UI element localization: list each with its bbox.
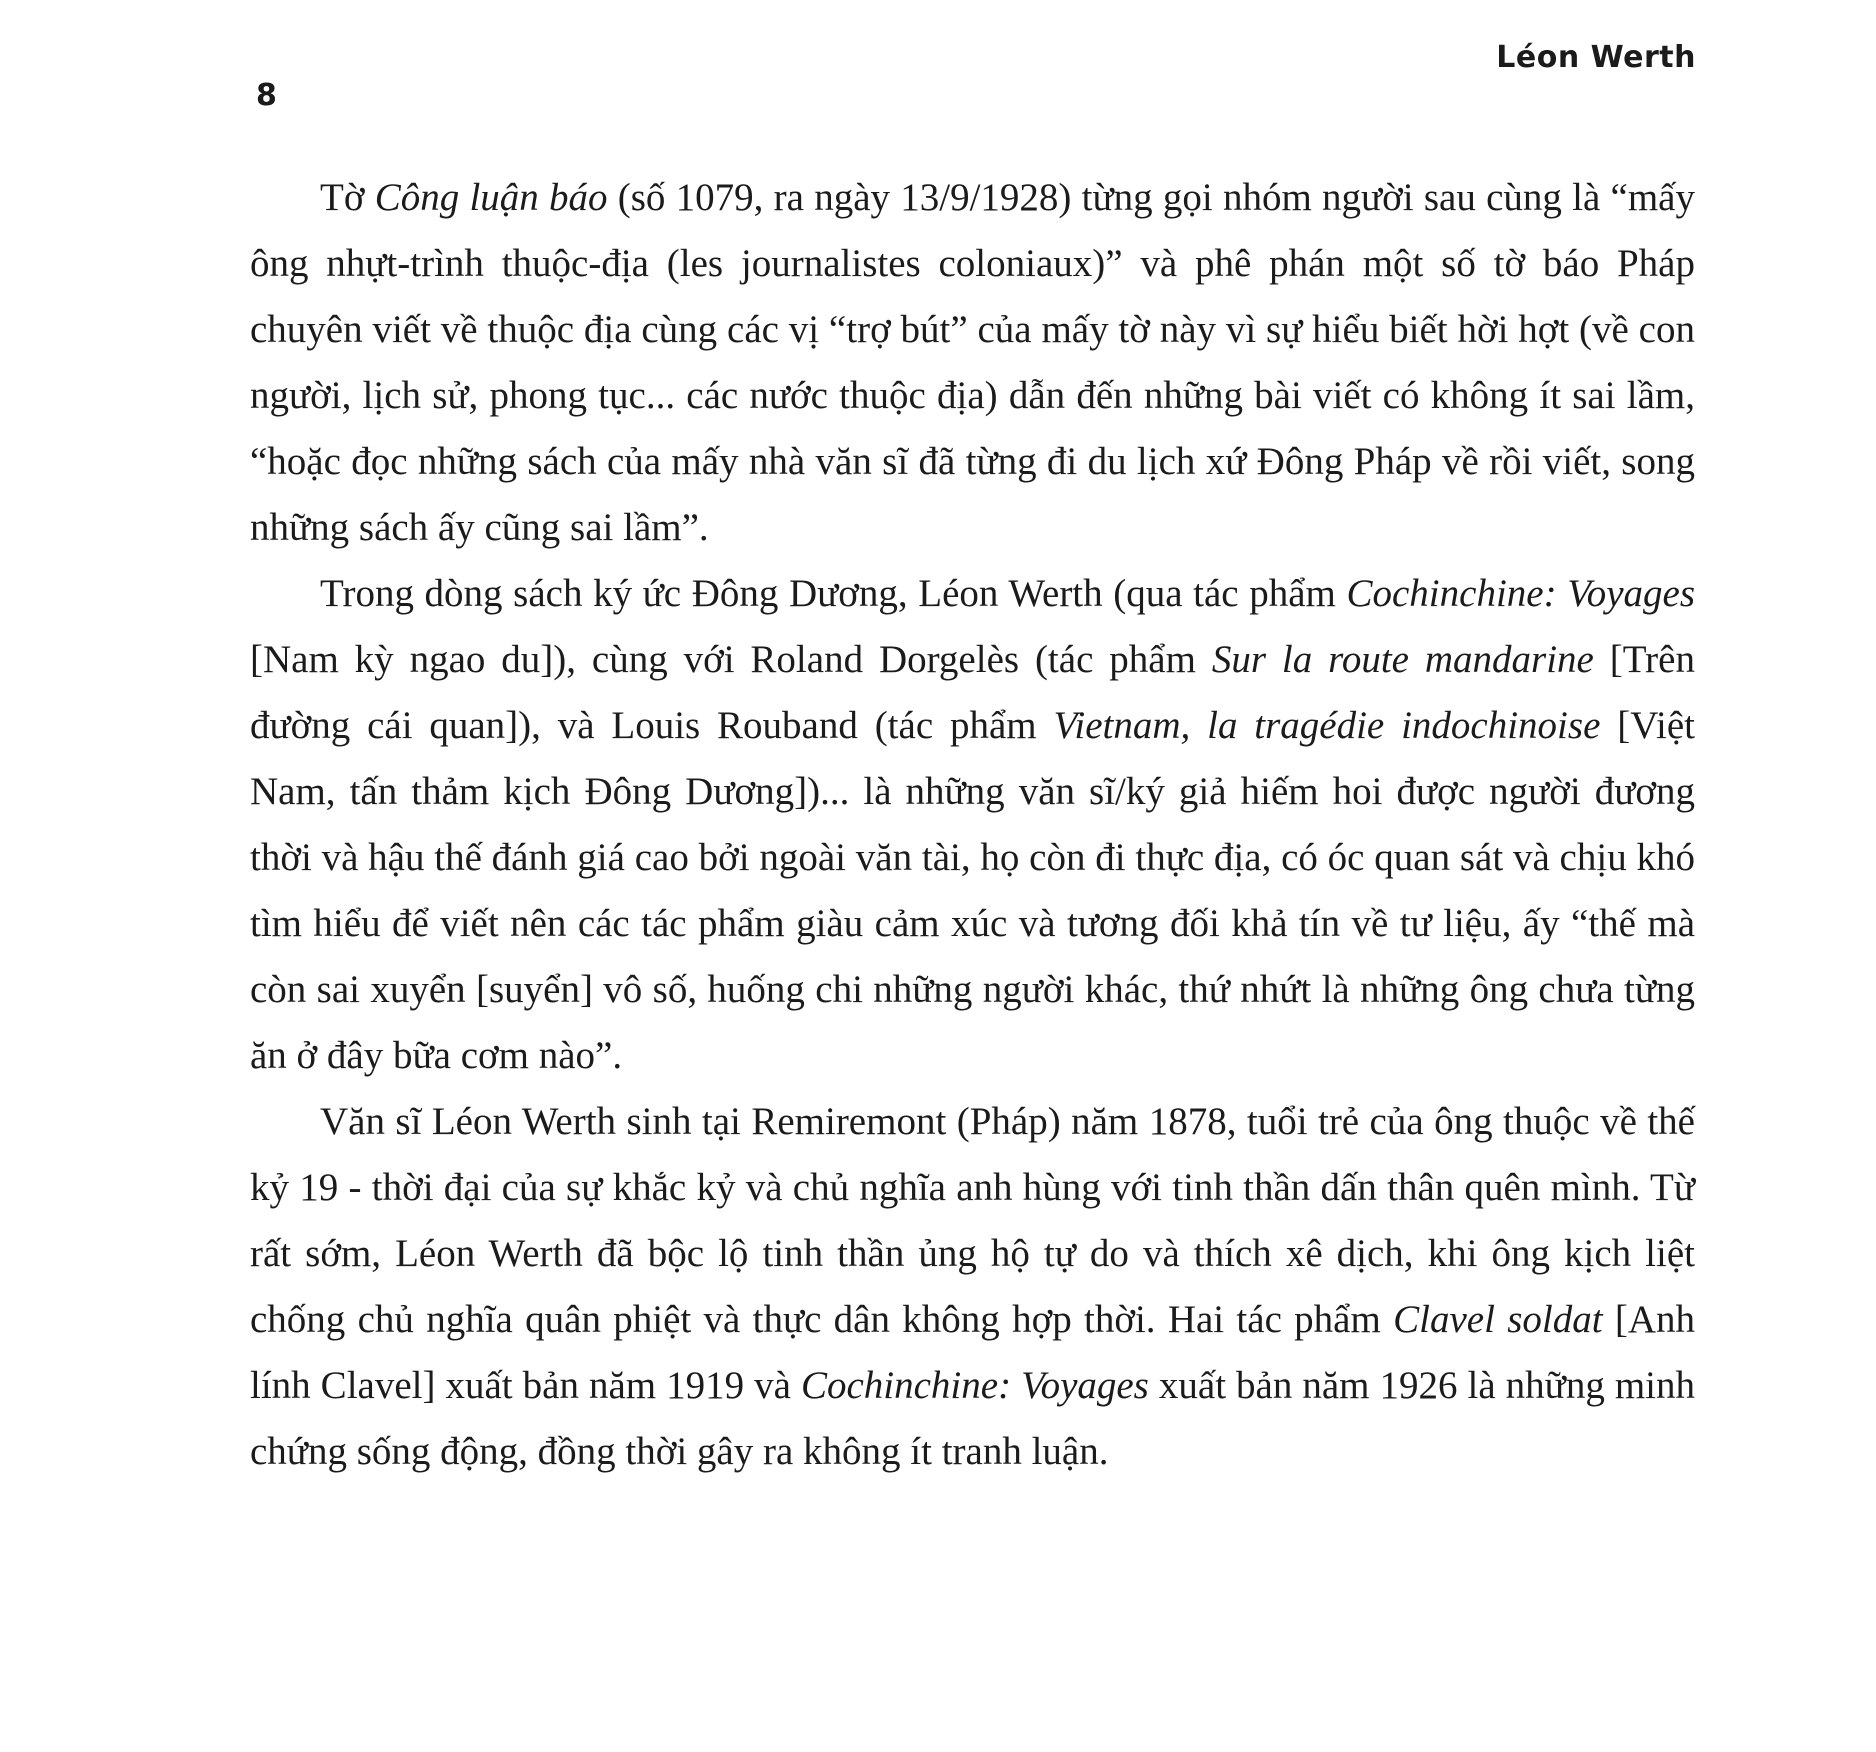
text-run: [Việt Nam, tấn thảm kịch Đông Dương])... là những văn sĩ/ký giả hiếm hoi được người đương thời và hậu thế đánh giá cao bởi ngoài văn tài, họ còn đi thực địa, có óc quan sát và chịu khó tìm hiểu để viết nên các tác phẩm giàu cảm xúc và tương đối khả tín về tư liệu, ấy “thế mà còn sai xuyển [suyển] vô số, huống chi những người khác, thứ nhứt là những ông chưa từng ăn ở đây bữa cơm nào”. (250, 704, 1695, 1077)
running-header: Léon Werth (1496, 40, 1696, 75)
paragraph-2 (250, 561, 1695, 1089)
text-run: Tờ (320, 176, 375, 219)
text-run: [Nam kỳ ngao du]), cùng với Roland Dorgelès (tác phẩm (250, 638, 1212, 681)
text-run: xuất bản năm 1926 là những minh chứng sống động, đồng thời gây ra không ít tranh luận. (250, 1364, 1696, 1473)
text-run: (số 1079, ra ngày 13/9/1928) từng gọi nhóm người sau cùng là “mấy ông nhựt-trình thuộc-địa (les journalistes coloniaux)” và phê phán một số tờ báo Pháp chuyên viết về thuộc địa cùng các vị “trợ bút” của mấy tờ này vì sự hiểu biết hời hợt (về con người, lịch sử, phong tục... các nước thuộc địa) dẫn đến những bài viết có không ít sai lầm, “hoặc đọc những sách của mấy nhà văn sĩ đã từng đi du lịch xứ Đông Pháp về rồi viết, song những sách ấy cũng sai lầm”. (250, 176, 1695, 549)
body-text (250, 165, 1695, 1485)
italic-title: Cochinchine: Voyages (1346, 572, 1695, 615)
paragraph-1 (250, 165, 1695, 561)
italic-title: Công luận báo (374, 176, 608, 219)
italic-title: Vietnam, la tragédie indochinoise (1053, 704, 1601, 747)
italic-title: Cochinchine: Voyages (800, 1364, 1149, 1407)
italic-title: Clavel soldat (1393, 1298, 1603, 1341)
italic-title: Sur la route mandarine (1211, 638, 1594, 681)
text-run: Trong dòng sách ký ức Đông Dương, Léon Werth (qua tác phẩm (320, 572, 1347, 615)
text-run: Văn sĩ Léon Werth sinh tại Remiremont (Pháp) năm 1878, tuổi trẻ của ông thuộc về thế kỷ 19 - thời đại của sự khắc kỷ và chủ nghĩa anh hùng với tinh thần dấn thân quên mình. Từ rất sớm, Léon Werth đã bộc lộ tinh thần ủng hộ tự do và thích xê dịch, khi ông kịch liệt chống chủ nghĩa quân phiệt và thực dân không hợp thời. Hai tác phẩm (250, 1100, 1695, 1341)
paragraph-3 (250, 1089, 1695, 1485)
text-run: [Trên đường cái quan]), và Louis Rouband (tác phẩm (250, 638, 1695, 747)
page-number: 8 (256, 78, 277, 113)
text-run: [Anh lính Clavel] xuất bản năm 1919 và (250, 1298, 1696, 1407)
